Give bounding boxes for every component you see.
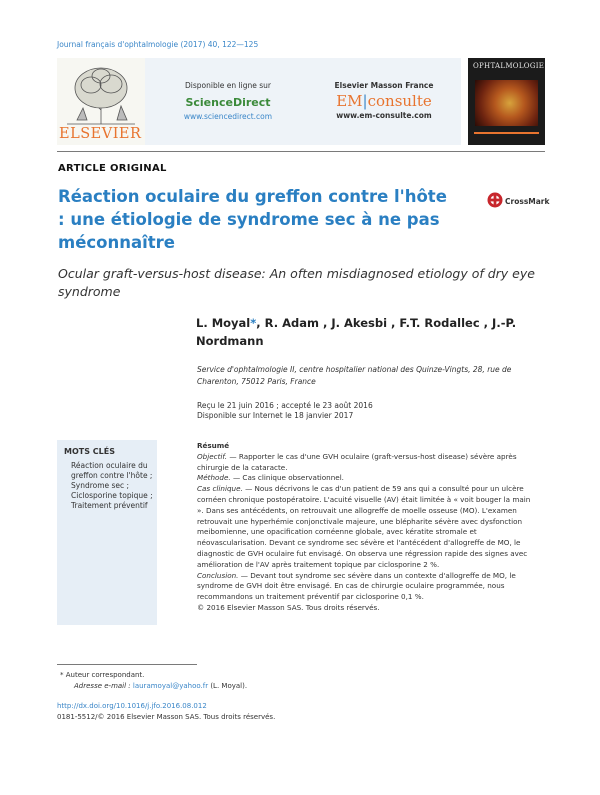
keyword-item: Traitement préventif [71,501,148,510]
method-text: — Cas clinique observationnel. [230,473,344,483]
em-logo-part1: EM [336,92,363,110]
corresponding-author-marker[interactable]: * [250,316,257,330]
case-label: Cas clinique. [197,484,243,494]
email-line [60,681,360,692]
abstract [197,441,537,614]
email-link[interactable]: lauramoyal@yahoo.fr [132,682,209,690]
journal-reference: Journal français d'ophtalmologie (2017) 40, 122—125 [57,40,259,49]
sciencedirect-block [158,81,298,121]
case-text: — Nous décrivons le cas d'un patient de 59 ans qui a consulté pour un ulcère cornéen chronique postopératoire. L'acuité visuelle (AV) était limitée à « voit bouger la main ». Dans ses antécédents, on retrouvait une allogreffe de moelle osseuse (MO). L'examen retrouvait une hyperhémie conjonctivale majeure, une blépharite sévère avec dysfonction meibomienne, une opacification cornéenne globale, avec kératite stromale et néovascularisation. Devant ce syndrome sec sévère et l'antécédent d'allogreffe de MO, le diagnostic de GVH oculaire fut envisagé. On observa une régression rapide des signes avec amélioration de l'AV après traitement topique par ciclosporine 2 %. [197,484,531,569]
author-list [196,314,536,350]
other-authors: , R. Adam , J. Akesbi , F.T. Rodallec , J.-P. Nordmann [196,316,517,348]
em-consulte-link[interactable]: www.em-consulte.com [336,111,432,120]
affiliation: Service d'ophtalmologie II, centre hospitalier national des Quinze-Vingts, 28, rue de Charenton, 75012 Paris, France [197,365,512,386]
header-divider [57,151,545,152]
abstract-case [197,484,537,570]
objective-label: Objectif. [197,451,228,461]
email-suffix: (L. Moyal). [208,682,248,690]
available-label: Disponible en ligne sur [185,81,271,90]
cover-fundus-image [475,80,538,126]
corresponding-author-note: * Auteur correspondant. [60,671,145,679]
objective-text: — Rapporter le cas d'une GVH oculaire (graft-versus-host disease) sévère après chirurgie de la cataracte. [197,451,517,472]
elsevier-wordmark: ELSEVIER [59,126,142,142]
email-label: Adresse e-mail : [74,682,131,690]
conclusion-label: Conclusion. [197,570,239,580]
keyword-item: Syndrome sec ; [71,481,130,490]
sciencedirect-name[interactable]: ScienceDirect [185,96,271,109]
article-type: ARTICLE ORIGINAL [58,163,167,174]
conclusion-text: — Devant tout syndrome sec sévère dans un contexte d'allogreffe de MO, le syndrome de GVH doit être envisagé. En cas de chirurgie oculaire programmée, nous recommandons un traitement préventif par ciclosporine 0,1 %. [197,570,516,602]
em-consulte-block [325,81,443,120]
em-logo-separator-icon: | [362,92,368,110]
article-title: Réaction oculaire du greffon contre l'hôte : une étiologie de syndrome sec à ne pas méconnaître [58,187,447,252]
received-accepted-date: Reçu le 21 juin 2016 ; accepté le 23 août 2016 [197,401,373,410]
issn-copyright: 0181-5512/© 2016 Elsevier Masson SAS. Tous droits réservés. [57,713,276,721]
crossmark-icon[interactable] [487,191,503,209]
sciencedirect-link[interactable]: www.sciencedirect.com [183,112,273,121]
online-date: Disponible sur Internet le 18 janvier 2017 [197,411,354,420]
em-publisher-label: Elsevier Masson France [334,81,434,90]
first-author: L. Moyal [196,316,251,330]
journal-cover [468,58,545,145]
keyword-item: Ciclosporine topique ; [71,491,153,500]
keywords-box [57,440,157,625]
abstract-heading: Résumé [197,441,230,450]
em-consulte-logo [325,92,443,110]
method-label: Méthode. [197,473,231,483]
crossmark-label[interactable]: CrossMark [505,197,550,206]
footnote [60,670,360,692]
footnote-divider [57,664,197,665]
abstract-copyright: © 2016 Elsevier Masson SAS. Tous droits réservés. [197,602,380,612]
cover-stripe [474,132,539,134]
article-dates [197,401,537,421]
english-title: Ocular graft-versus-host disease: An often misdiagnosed etiology of dry eye syndrome [58,266,535,299]
keyword-list [71,461,157,511]
abstract-objective [197,452,537,474]
doi-link[interactable]: http://dx.doi.org/10.1016/j.jfo.2016.08.012 [57,702,207,710]
abstract-conclusion [197,571,537,603]
em-logo-part2: consulte [367,92,432,110]
keyword-item: Réaction oculaire du greffon contre l'hôte ; [71,461,153,480]
cover-title: OPHTALMOLOGIE [473,62,545,70]
keywords-title: MOTS CLÉS [64,447,115,456]
abstract-method [197,473,537,484]
